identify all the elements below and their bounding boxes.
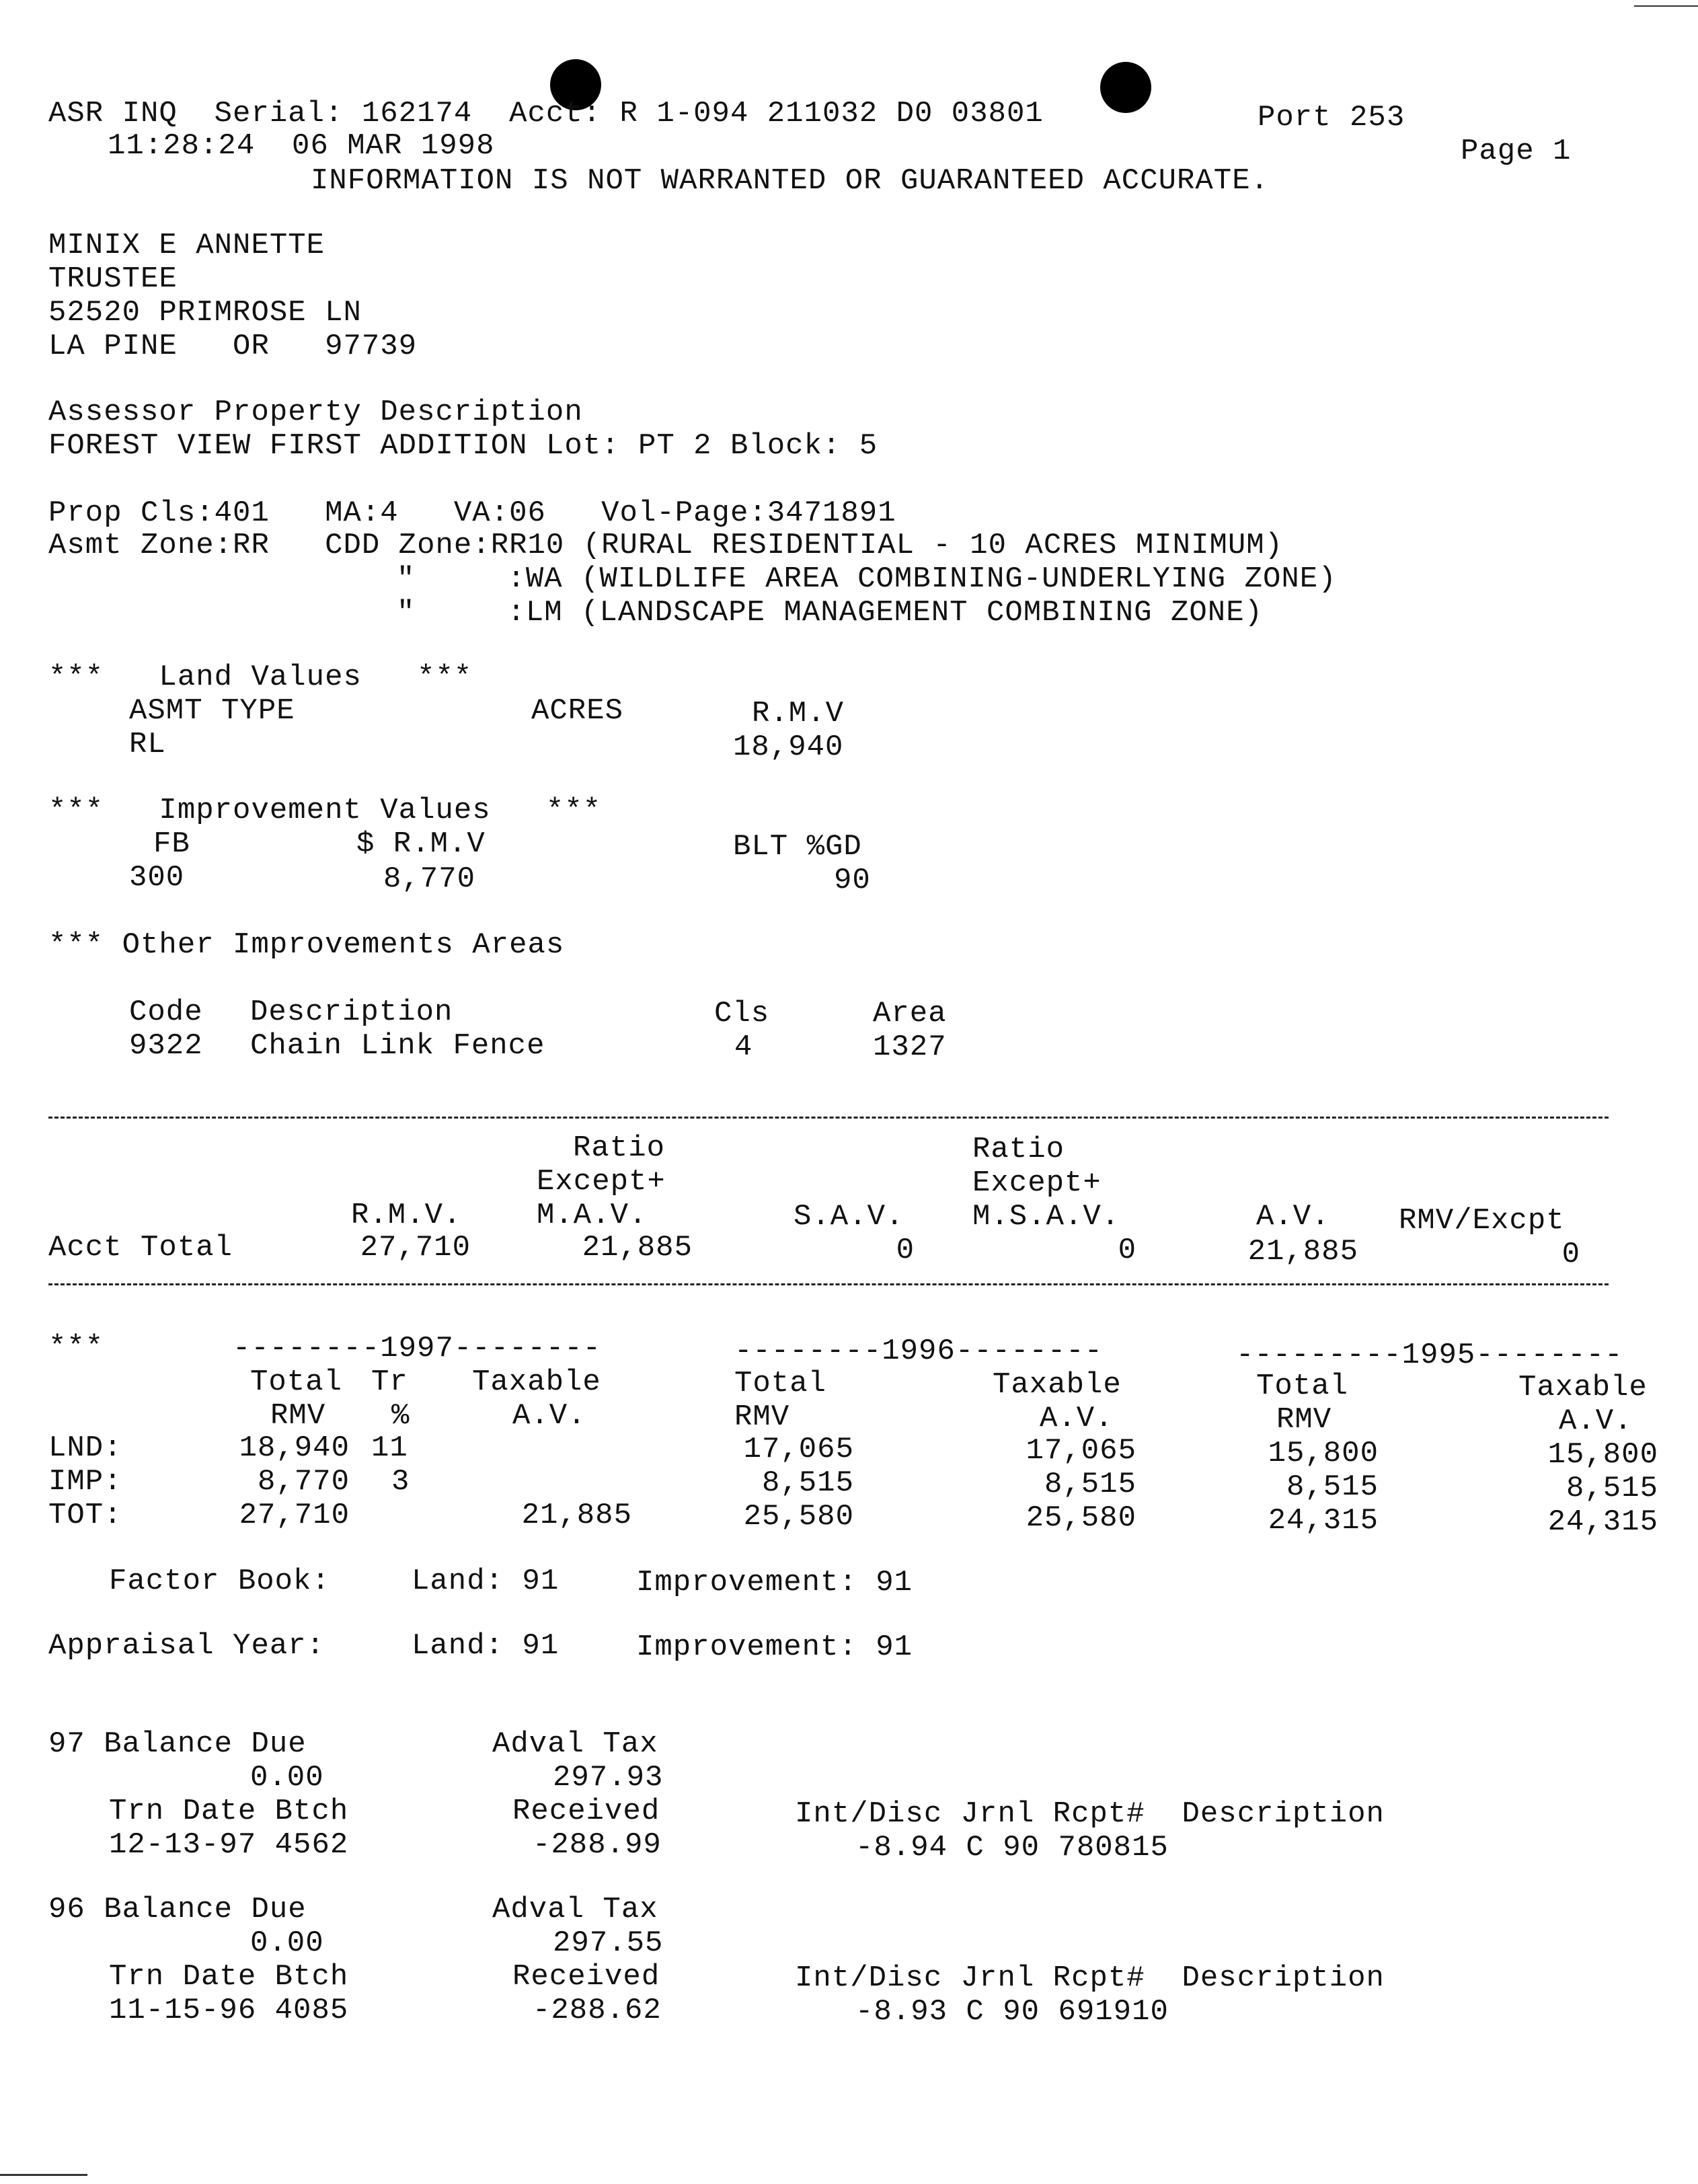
land-col-type: ASMT TYPE	[129, 694, 295, 728]
history-rmv-1997: 18,940	[239, 1431, 350, 1465]
acct-total-rmv: 27,710	[360, 1231, 471, 1265]
trn-value: 11-15-96 4085	[109, 1994, 349, 2027]
disclaimer: INFORMATION IS NOT WARRANTED OR GUARANTEED ACCURATE.	[311, 164, 1270, 198]
totals-h-av: A.V.	[1256, 1200, 1330, 1234]
txn-header: Int/Disc Jrnl Rcpt# Description	[795, 1961, 1385, 1995]
history-h-taxable-95: Taxable	[1518, 1371, 1648, 1404]
history-row-label: LND:	[48, 1431, 122, 1465]
totals-h-mav: M.A.V.	[537, 1199, 648, 1232]
history-av-1996: 25,580	[1026, 1501, 1136, 1535]
other-code: 9322	[129, 1029, 203, 1063]
history-rmv-1995: 24,315	[1268, 1504, 1379, 1538]
improvement-col-rmv: $ R.M.V	[356, 827, 486, 861]
factor-book-label: Factor Book:	[109, 1565, 330, 1598]
property-zone-line-3: " :LM (LANDSCAPE MANAGEMENT COMBINING ZONE)	[397, 596, 1264, 630]
other-heading: *** Other Improvements Areas	[48, 928, 565, 962]
property-zone-line-2: " :WA (WILDLIFE AREA COMBINING-UNDERLYING ZONE)	[397, 562, 1337, 596]
history-av-1995: 24,315	[1547, 1505, 1658, 1539]
acct-total-av: 21,885	[1247, 1235, 1358, 1269]
history-stars: ***	[48, 1330, 104, 1364]
year-1995-header: ---------1995--------	[1236, 1339, 1623, 1372]
owner-title: TRUSTEE	[48, 262, 178, 296]
totals-h-msav: M.S.A.V.	[972, 1200, 1120, 1234]
history-rmv-1996: 17,065	[743, 1433, 854, 1466]
history-row-label: TOT:	[48, 1499, 122, 1532]
totals-h-rmvx: RMV/Excpt	[1399, 1204, 1565, 1238]
timestamp: 11:28:24 06 MAR 1998	[108, 129, 495, 163]
history-h-taxable-96: Taxable	[993, 1368, 1122, 1402]
history-h-av-97: A.V.	[512, 1399, 586, 1433]
divider-top	[48, 1117, 1609, 1119]
history-av-1995: 8,515	[1566, 1472, 1658, 1505]
trn-value: 12-13-97 4562	[109, 1828, 349, 1862]
history-h-rmv-96: RMV	[734, 1400, 790, 1434]
totals-except-1: Except+	[537, 1165, 666, 1199]
history-av-1997: 21,885	[521, 1499, 632, 1532]
history-rmv-1997: 8,770	[257, 1465, 350, 1499]
property-heading: Assessor Property Description	[48, 396, 583, 429]
other-cls: 4	[734, 1030, 753, 1064]
history-rmv-1996: 25,580	[743, 1500, 854, 1534]
other-col-desc: Description	[250, 995, 453, 1029]
appraisal-year-label: Appraisal Year:	[48, 1629, 325, 1663]
history-row-label: IMP:	[48, 1465, 122, 1499]
acct-total-mav: 21,885	[582, 1231, 693, 1265]
factor-book-improvement: Improvement: 91	[636, 1566, 913, 1599]
improvement-gd: 90	[834, 864, 871, 897]
owner-city: LA PINE OR 97739	[48, 330, 418, 363]
divider-bottom	[48, 1283, 1609, 1285]
land-heading: *** Land Values ***	[48, 661, 473, 694]
balance-title: 97 Balance Due	[48, 1727, 307, 1761]
adval-amount: 297.55	[553, 1926, 664, 1960]
other-area: 1327	[873, 1030, 947, 1064]
land-col-acres: ACRES	[531, 694, 624, 728]
punch-hole-right	[1100, 62, 1151, 113]
improvement-col-blt: BLT %GD	[733, 830, 862, 864]
balance-amount: 0.00	[250, 1926, 324, 1960]
appraisal-year-improvement: Improvement: 91	[636, 1630, 913, 1664]
history-tr-pct: 11	[371, 1431, 408, 1465]
adval-amount: 297.93	[553, 1761, 664, 1795]
scan-edge-mark-top	[1634, 5, 1698, 7]
adval-label: Adval Tax	[492, 1727, 658, 1761]
history-h-total-95: Total	[1256, 1369, 1349, 1403]
received-label: Received	[512, 1960, 660, 1994]
totals-h-rmv: R.M.V.	[351, 1199, 462, 1232]
totals-h-sav: S.A.V.	[794, 1200, 904, 1234]
property-zone-line: Asmt Zone:RR CDD Zone:RR10 (RURAL RESIDENTIAL - 10 ACRES MINIMUM)	[48, 529, 1284, 562]
land-type: RL	[129, 728, 166, 761]
trn-header: Trn Date Btch	[109, 1960, 349, 1994]
history-rmv-1996: 8,515	[761, 1466, 854, 1500]
history-h-av-95: A.V.	[1559, 1404, 1633, 1438]
received-label: Received	[512, 1795, 660, 1828]
land-rmv: 18,940	[733, 730, 844, 764]
history-h-pct: %	[391, 1399, 410, 1433]
history-av-1995: 15,800	[1547, 1438, 1658, 1472]
other-col-area: Area	[873, 997, 947, 1030]
property-description: FOREST VIEW FIRST ADDITION Lot: PT 2 Block: 5	[48, 429, 878, 463]
acct-total-sav: 0	[896, 1234, 915, 1267]
factor-book-land: Land: 91	[412, 1565, 559, 1598]
history-h-taxable-97: Taxable	[472, 1365, 601, 1399]
port-label: Port 253	[1258, 101, 1405, 135]
history-rmv-1995: 8,515	[1286, 1470, 1379, 1504]
header-line: ASR INQ Serial: 162174 Acct: R 1-094 211032 D0 03801	[48, 97, 1044, 130]
trn-header: Trn Date Btch	[109, 1795, 349, 1828]
totals-ratio-1: Ratio	[573, 1131, 666, 1165]
history-h-rmv-97: RMV	[270, 1399, 326, 1433]
land-col-rmv: R.M.V	[752, 697, 845, 730]
property-class-line: Prop Cls:401 MA:4 VA:06 Vol-Page:3471891	[48, 496, 896, 530]
owner-street: 52520 PRIMROSE LN	[48, 296, 362, 330]
improvement-fb: 300	[129, 861, 185, 895]
acct-total-msav: 0	[1118, 1234, 1136, 1267]
improvement-col-fb: FB	[153, 827, 190, 861]
other-desc: Chain Link Fence	[250, 1029, 545, 1063]
owner-name: MINIX E ANNETTE	[48, 229, 325, 262]
txn-value: -8.94 C 90 780815	[855, 1831, 1169, 1865]
improvement-rmv: 8,770	[383, 862, 476, 896]
balance-title: 96 Balance Due	[48, 1893, 307, 1926]
history-h-av-96: A.V.	[1040, 1402, 1114, 1435]
totals-ratio-2: Ratio	[972, 1133, 1065, 1166]
appraisal-year-land: Land: 91	[412, 1629, 559, 1663]
received-value: -288.99	[533, 1828, 662, 1862]
other-col-cls: Cls	[714, 997, 770, 1030]
improvement-heading: *** Improvement Values ***	[48, 794, 602, 827]
scan-edge-mark-bottom	[0, 2174, 87, 2176]
received-value: -288.62	[533, 1994, 662, 2027]
history-tr-pct: 3	[391, 1465, 410, 1499]
history-h-tr: Tr	[371, 1365, 408, 1399]
history-rmv-1997: 27,710	[239, 1499, 350, 1532]
year-1996-header: --------1996--------	[734, 1334, 1104, 1368]
txn-value: -8.93 C 90 691910	[855, 1995, 1169, 2029]
page-number: Page 1	[1461, 135, 1572, 168]
acct-total-label: Acct Total	[48, 1231, 233, 1265]
history-av-1996: 17,065	[1026, 1434, 1136, 1468]
txn-header: Int/Disc Jrnl Rcpt# Description	[795, 1797, 1385, 1831]
adval-label: Adval Tax	[492, 1893, 658, 1926]
acct-total-rmvx: 0	[1561, 1238, 1580, 1271]
history-h-total-96: Total	[734, 1367, 827, 1400]
totals-except-2: Except+	[972, 1166, 1102, 1200]
year-1997-header: --------1997--------	[233, 1332, 602, 1365]
other-col-code: Code	[129, 995, 203, 1029]
history-h-total-97: Total	[250, 1365, 343, 1399]
history-rmv-1995: 15,800	[1268, 1437, 1379, 1470]
balance-amount: 0.00	[250, 1761, 324, 1795]
history-av-1996: 8,515	[1044, 1468, 1136, 1501]
history-h-rmv-95: RMV	[1276, 1403, 1332, 1437]
